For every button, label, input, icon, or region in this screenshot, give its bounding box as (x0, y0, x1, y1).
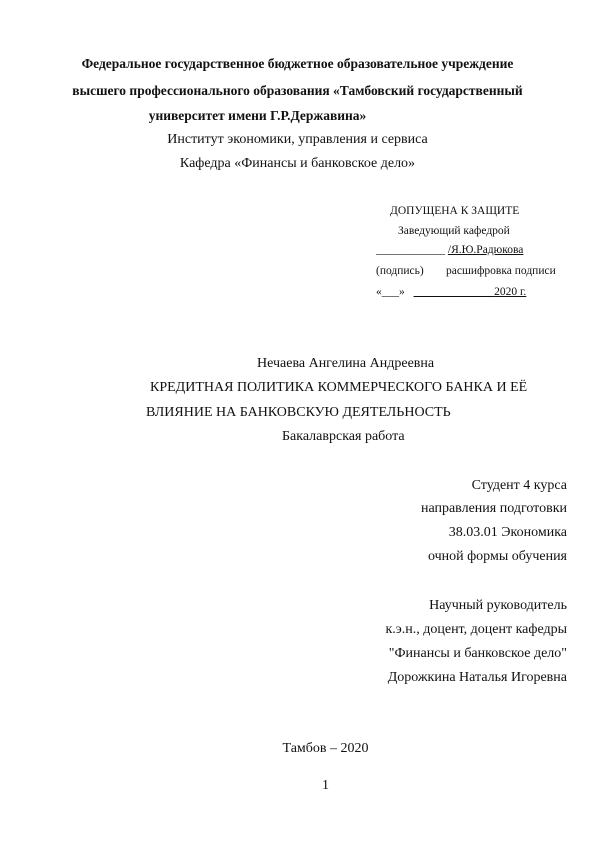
date-month-blank: ______________ (413, 286, 495, 298)
student-study-form: очной формы обучения (427, 549, 567, 564)
approval-head-role: Заведующий кафедрой (398, 225, 510, 237)
supervisor-position: к.э.н., доцент, доцент кафедры (385, 622, 567, 637)
date-day-blank: «___» (376, 286, 405, 298)
supervisor-name: Дорожкина Наталья Игоревна (387, 670, 567, 685)
org-name-line-1: Федеральное государственное бюджетное образовательное учреждение (81, 56, 514, 71)
approval-date-line (376, 286, 526, 298)
approval-signature-line (376, 244, 523, 256)
date-year: 2020 г. (494, 286, 527, 298)
student-course: Студент 4 курса (471, 478, 567, 493)
department-name: Кафедра «Финансы и банковское дело» (179, 156, 416, 171)
institute-name: Институт экономики, управления и сервиса (167, 132, 428, 147)
page-number: 1 (322, 778, 329, 793)
signature-caption: (подпись) (376, 265, 424, 277)
decode-caption: расшифровка подписи (446, 265, 556, 277)
supervisor-department: "Финансы и банковское дело" (388, 646, 567, 661)
org-name-line-2: высшего профессионального образования «Тамбовский государственный (72, 83, 523, 98)
org-name-line-3: университет имени Г.Р.Державина» (148, 108, 367, 123)
work-type: Бакалаврская работа (282, 429, 405, 444)
signature-blank: ____________ (376, 244, 445, 256)
work-title-line-1: КРЕДИТНАЯ ПОЛИТИКА КОММЕРЧЕСКОГО БАНКА И ЕЁ (150, 380, 528, 395)
supervisor-label: Научный руководитель (429, 598, 567, 613)
student-direction-label: направления подготовки (420, 501, 567, 516)
student-direction-code: 38.03.01 Экономика (448, 525, 567, 540)
work-title-line-2: ВЛИЯНИЕ НА БАНКОВСКУЮ ДЕЯТЕЛЬНОСТЬ (146, 405, 451, 420)
approval-title: ДОПУЩЕНА К ЗАЩИТЕ (390, 205, 520, 217)
head-name: /Я.Ю.Радюкова (447, 244, 524, 256)
city-year: Тамбов – 2020 (282, 741, 369, 756)
author-name: Нечаева Ангелина Андреевна (257, 356, 435, 371)
